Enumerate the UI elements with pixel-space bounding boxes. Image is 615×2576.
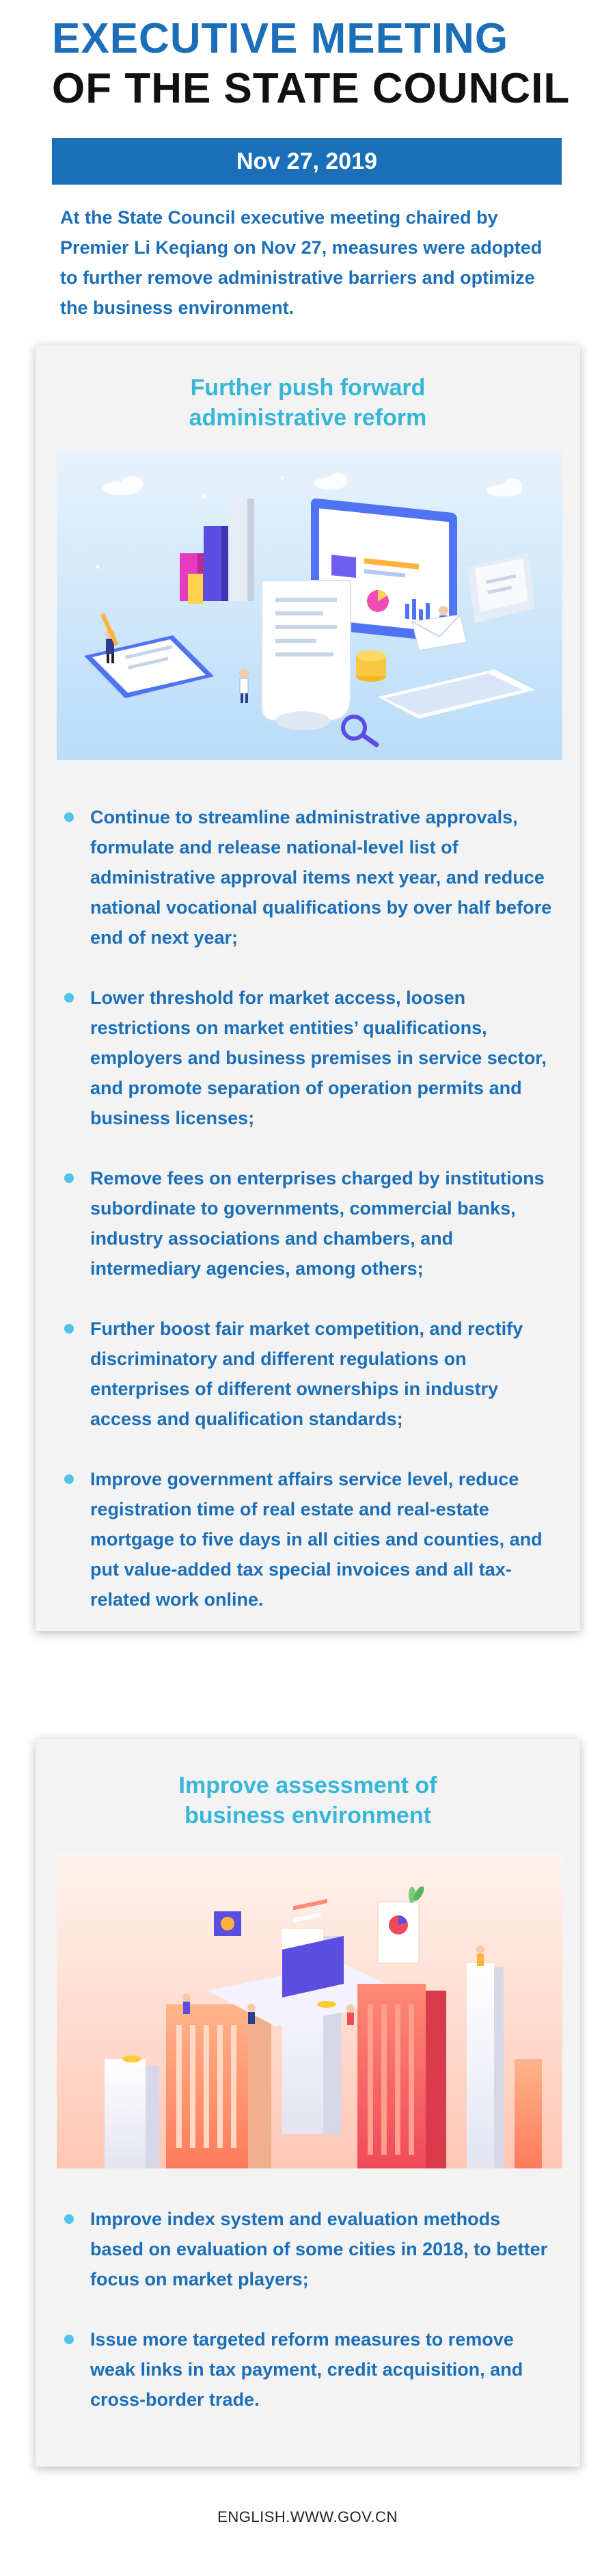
list-item-text: Issue more targeted reform measures to remove weak links in tax payment, credit acquisition, and cross-border trade. (90, 2329, 523, 2410)
section-card-administrative-reform (36, 345, 580, 1631)
office-reform-illustration-icon (57, 451, 562, 760)
list-item (62, 1314, 554, 1434)
section-title-line2: business environment (184, 1803, 431, 1829)
city-buildings-illustration-icon (57, 1854, 562, 2168)
list-item (62, 1163, 554, 1284)
list-item-text: Further boost fair market competition, and rectify discriminatory and different regulations on enterprises of different ownerships in industry access and qualification standards; (90, 1318, 523, 1429)
list-item (62, 983, 554, 1133)
list-item (62, 1464, 554, 1615)
bullet-dot-icon (64, 1173, 74, 1183)
list-item-text: Remove fees on enterprises charged by institutions subordinate to governments, commercial banks, industry associations and chambers, and intermediary agencies, among others; (90, 1168, 545, 1279)
section-title-line1: Further push forward (190, 375, 426, 401)
section2-bullet-list (62, 2204, 554, 2415)
bullet-dot-icon (64, 1474, 74, 1484)
page-title-line1: EXECUTIVE MEETING (52, 15, 509, 62)
list-item (62, 802, 554, 953)
footer-source: ENGLISH.WWW.GOV.CN (217, 2508, 398, 2525)
list-item-text: Improve index system and evaluation methods based on evaluation of some cities in 2018, to better focus on market players; (90, 2209, 548, 2289)
section1-bullet-list (62, 802, 554, 1615)
list-item (62, 2324, 554, 2415)
list-item (62, 2204, 554, 2294)
intro-paragraph: At the State Council executive meeting chaired by Premier Li Keqiang on Nov 27, measures were adopted to further remove administrative barriers and optimize the business environment. (60, 207, 543, 318)
bullet-dot-icon (64, 812, 74, 822)
bullet-dot-icon (64, 993, 74, 1002)
bullet-dot-icon (64, 1324, 74, 1333)
date-label: Nov 27, 2019 (236, 148, 378, 174)
list-item-text: Improve government affairs service level, reduce registration time of real estate and real-estate mortgage to five days in all cities and counties, and put value-added tax special invoices and all tax-related work online. (90, 1469, 543, 1610)
list-item-text: Lower threshold for market access, loosen restrictions on market entities’ qualifications, employers and business premises in service sector, and promote separation of operation permits and business licenses; (90, 987, 547, 1128)
section-card-business-environment (36, 1739, 580, 2467)
list-item-text: Continue to streamline administrative approvals, formulate and release national-level list of administrative approval items next year, and reduce national vocational qualifications by over half before end of next year; (90, 807, 552, 948)
section-title-line2: administrative reform (189, 405, 427, 431)
section-title-line1: Improve assessment of (178, 1772, 437, 1798)
date-banner (52, 138, 562, 185)
bullet-dot-icon (64, 2214, 74, 2224)
page-title-line2: OF THE STATE COUNCIL (52, 65, 571, 112)
bullet-dot-icon (64, 2335, 74, 2344)
